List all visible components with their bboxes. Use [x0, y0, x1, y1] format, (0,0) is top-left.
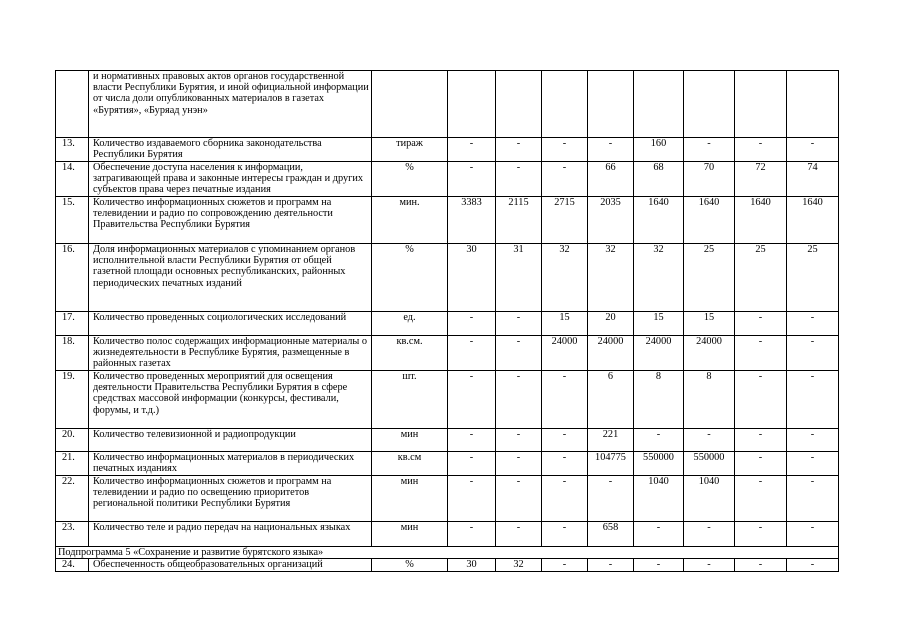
- indicator-name: Количество информационных материалов в периодических печатных изданиях: [89, 452, 372, 476]
- value-cell: [787, 71, 839, 138]
- table-row: [56, 559, 839, 572]
- unit-cell: мин: [372, 476, 448, 522]
- value-cell: 32: [634, 244, 684, 312]
- value-cell: [448, 71, 496, 138]
- unit-cell: [372, 71, 448, 138]
- indicator-name: Количество проведенных социологических исследований: [89, 312, 372, 336]
- value-cell: 66: [588, 162, 634, 197]
- section-header: Подпрограмма 5 «Сохранение и развитие бурятского языка»: [56, 547, 839, 559]
- value-cell: -: [448, 429, 496, 452]
- value-cell: -: [496, 138, 542, 162]
- value-cell: 20: [588, 312, 634, 336]
- value-cell: -: [542, 452, 588, 476]
- value-cell: -: [735, 336, 787, 371]
- table-row: [56, 312, 839, 336]
- value-cell: [496, 71, 542, 138]
- value-cell: -: [448, 336, 496, 371]
- row-number: 17.: [56, 312, 89, 336]
- value-cell: -: [496, 452, 542, 476]
- value-cell: -: [448, 452, 496, 476]
- row-number: 21.: [56, 452, 89, 476]
- row-number: 15.: [56, 197, 89, 244]
- value-cell: -: [448, 138, 496, 162]
- value-cell: -: [634, 559, 684, 572]
- value-cell: -: [496, 522, 542, 547]
- row-number: [56, 71, 89, 138]
- section-row: [56, 547, 839, 559]
- value-cell: 24000: [542, 336, 588, 371]
- value-cell: 24000: [684, 336, 735, 371]
- table-row: [56, 429, 839, 452]
- value-cell: [542, 71, 588, 138]
- value-cell: -: [542, 371, 588, 429]
- value-cell: -: [588, 138, 634, 162]
- value-cell: -: [735, 559, 787, 572]
- table-row: [56, 197, 839, 244]
- value-cell: 160: [634, 138, 684, 162]
- value-cell: -: [588, 559, 634, 572]
- value-cell: -: [735, 452, 787, 476]
- value-cell: -: [787, 452, 839, 476]
- table-row: [56, 452, 839, 476]
- value-cell: -: [496, 371, 542, 429]
- table-row: [56, 71, 839, 138]
- value-cell: 25: [735, 244, 787, 312]
- value-cell: -: [787, 371, 839, 429]
- table-row: [56, 162, 839, 197]
- value-cell: -: [684, 138, 735, 162]
- value-cell: 2035: [588, 197, 634, 244]
- value-cell: -: [684, 559, 735, 572]
- value-cell: -: [735, 312, 787, 336]
- value-cell: -: [735, 476, 787, 522]
- value-cell: -: [634, 429, 684, 452]
- unit-cell: шт.: [372, 371, 448, 429]
- value-cell: -: [787, 559, 839, 572]
- value-cell: 8: [634, 371, 684, 429]
- table-row: [56, 138, 839, 162]
- row-number: 18.: [56, 336, 89, 371]
- unit-cell: кв.см: [372, 452, 448, 476]
- value-cell: -: [448, 522, 496, 547]
- value-cell: -: [496, 429, 542, 452]
- value-cell: 1640: [634, 197, 684, 244]
- indicator-name: Доля информационных материалов с упоминанием органов исполнительной власти Республики Бурятия от общей газетной площади основных республиканских, районных периодических печатных изданий: [89, 244, 372, 312]
- value-cell: -: [787, 138, 839, 162]
- value-cell: -: [542, 162, 588, 197]
- unit-cell: тираж: [372, 138, 448, 162]
- value-cell: [684, 71, 735, 138]
- value-cell: -: [542, 559, 588, 572]
- value-cell: 72: [735, 162, 787, 197]
- value-cell: 221: [588, 429, 634, 452]
- value-cell: 25: [684, 244, 735, 312]
- value-cell: -: [787, 429, 839, 452]
- value-cell: [588, 71, 634, 138]
- value-cell: -: [496, 162, 542, 197]
- value-cell: -: [542, 522, 588, 547]
- value-cell: 1040: [634, 476, 684, 522]
- indicator-name: Обеспеченность общеобразовательных организаций: [89, 559, 372, 572]
- row-number: 23.: [56, 522, 89, 547]
- table-row: [56, 522, 839, 547]
- row-number: 13.: [56, 138, 89, 162]
- value-cell: 15: [542, 312, 588, 336]
- value-cell: 2115: [496, 197, 542, 244]
- row-number: 20.: [56, 429, 89, 452]
- indicator-name: Количество проведенных мероприятий для освещения деятельности Правительства Республики Бурятия в сфере средствах массовой информации (конкурсы, фестивали, форумы, и т.д.): [89, 371, 372, 429]
- value-cell: -: [787, 476, 839, 522]
- indicator-name: Количество информационных сюжетов и программ на телевидении и радио по освещению приоритетов региональной политики Республики Бурятия: [89, 476, 372, 522]
- value-cell: 31: [496, 244, 542, 312]
- value-cell: -: [634, 522, 684, 547]
- value-cell: 2715: [542, 197, 588, 244]
- row-number: 16.: [56, 244, 89, 312]
- table-row: [56, 336, 839, 371]
- value-cell: 32: [496, 559, 542, 572]
- value-cell: -: [542, 476, 588, 522]
- value-cell: -: [735, 429, 787, 452]
- value-cell: 1640: [684, 197, 735, 244]
- value-cell: -: [496, 336, 542, 371]
- unit-cell: кв.см.: [372, 336, 448, 371]
- value-cell: 30: [448, 244, 496, 312]
- value-cell: -: [735, 522, 787, 547]
- value-cell: -: [448, 312, 496, 336]
- value-cell: 8: [684, 371, 735, 429]
- unit-cell: %: [372, 559, 448, 572]
- unit-cell: мин: [372, 522, 448, 547]
- value-cell: 24000: [634, 336, 684, 371]
- value-cell: 70: [684, 162, 735, 197]
- value-cell: 74: [787, 162, 839, 197]
- value-cell: -: [496, 476, 542, 522]
- indicator-name: Обеспечение доступа населения к информации, затрагивающей права и законные интересы граждан и других субъектов права через печатные издания: [89, 162, 372, 197]
- value-cell: -: [684, 522, 735, 547]
- value-cell: [634, 71, 684, 138]
- indicator-name: Количество полос содержащих информационные материалы о жизнедеятельности в Республике Бурятия, размещенные в районных газетах: [89, 336, 372, 371]
- value-cell: 15: [634, 312, 684, 336]
- indicator-name: Количество телевизионной и радиопродукции: [89, 429, 372, 452]
- value-cell: -: [684, 429, 735, 452]
- indicator-table: [55, 70, 839, 572]
- indicator-name: Количество издаваемого сборника законодательства Республики Бурятия: [89, 138, 372, 162]
- value-cell: 1040: [684, 476, 735, 522]
- indicator-name: и нормативных правовых актов органов государственной власти Республики Бурятия, и иной официальной информации от числа доли опубликованных материалов в газетах «Бурятия», «Буряад унэн»: [89, 71, 372, 138]
- value-cell: -: [542, 138, 588, 162]
- value-cell: 658: [588, 522, 634, 547]
- value-cell: 1640: [735, 197, 787, 244]
- table-row: [56, 476, 839, 522]
- value-cell: -: [496, 312, 542, 336]
- table-body: [56, 71, 839, 572]
- table-row: [56, 244, 839, 312]
- value-cell: 3383: [448, 197, 496, 244]
- unit-cell: мин.: [372, 197, 448, 244]
- value-cell: 1640: [787, 197, 839, 244]
- row-number: 14.: [56, 162, 89, 197]
- value-cell: 15: [684, 312, 735, 336]
- unit-cell: ед.: [372, 312, 448, 336]
- value-cell: 32: [542, 244, 588, 312]
- value-cell: 550000: [634, 452, 684, 476]
- value-cell: 32: [588, 244, 634, 312]
- unit-cell: мин: [372, 429, 448, 452]
- value-cell: 68: [634, 162, 684, 197]
- row-number: 24.: [56, 559, 89, 572]
- value-cell: -: [448, 371, 496, 429]
- value-cell: 104775: [588, 452, 634, 476]
- value-cell: [735, 71, 787, 138]
- value-cell: -: [735, 371, 787, 429]
- value-cell: 25: [787, 244, 839, 312]
- indicator-name: Количество информационных сюжетов и программ на телевидении и радио по сопровождению деятельности Правительства Республики Бурятия: [89, 197, 372, 244]
- value-cell: 550000: [684, 452, 735, 476]
- table-row: [56, 371, 839, 429]
- value-cell: -: [787, 312, 839, 336]
- row-number: 22.: [56, 476, 89, 522]
- unit-cell: %: [372, 162, 448, 197]
- value-cell: 30: [448, 559, 496, 572]
- value-cell: -: [448, 162, 496, 197]
- value-cell: -: [735, 138, 787, 162]
- value-cell: 6: [588, 371, 634, 429]
- value-cell: -: [448, 476, 496, 522]
- indicator-name: Количество теле и радио передач на национальных языках: [89, 522, 372, 547]
- value-cell: 24000: [588, 336, 634, 371]
- value-cell: -: [787, 336, 839, 371]
- value-cell: -: [588, 476, 634, 522]
- value-cell: -: [787, 522, 839, 547]
- value-cell: -: [542, 429, 588, 452]
- row-number: 19.: [56, 371, 89, 429]
- unit-cell: %: [372, 244, 448, 312]
